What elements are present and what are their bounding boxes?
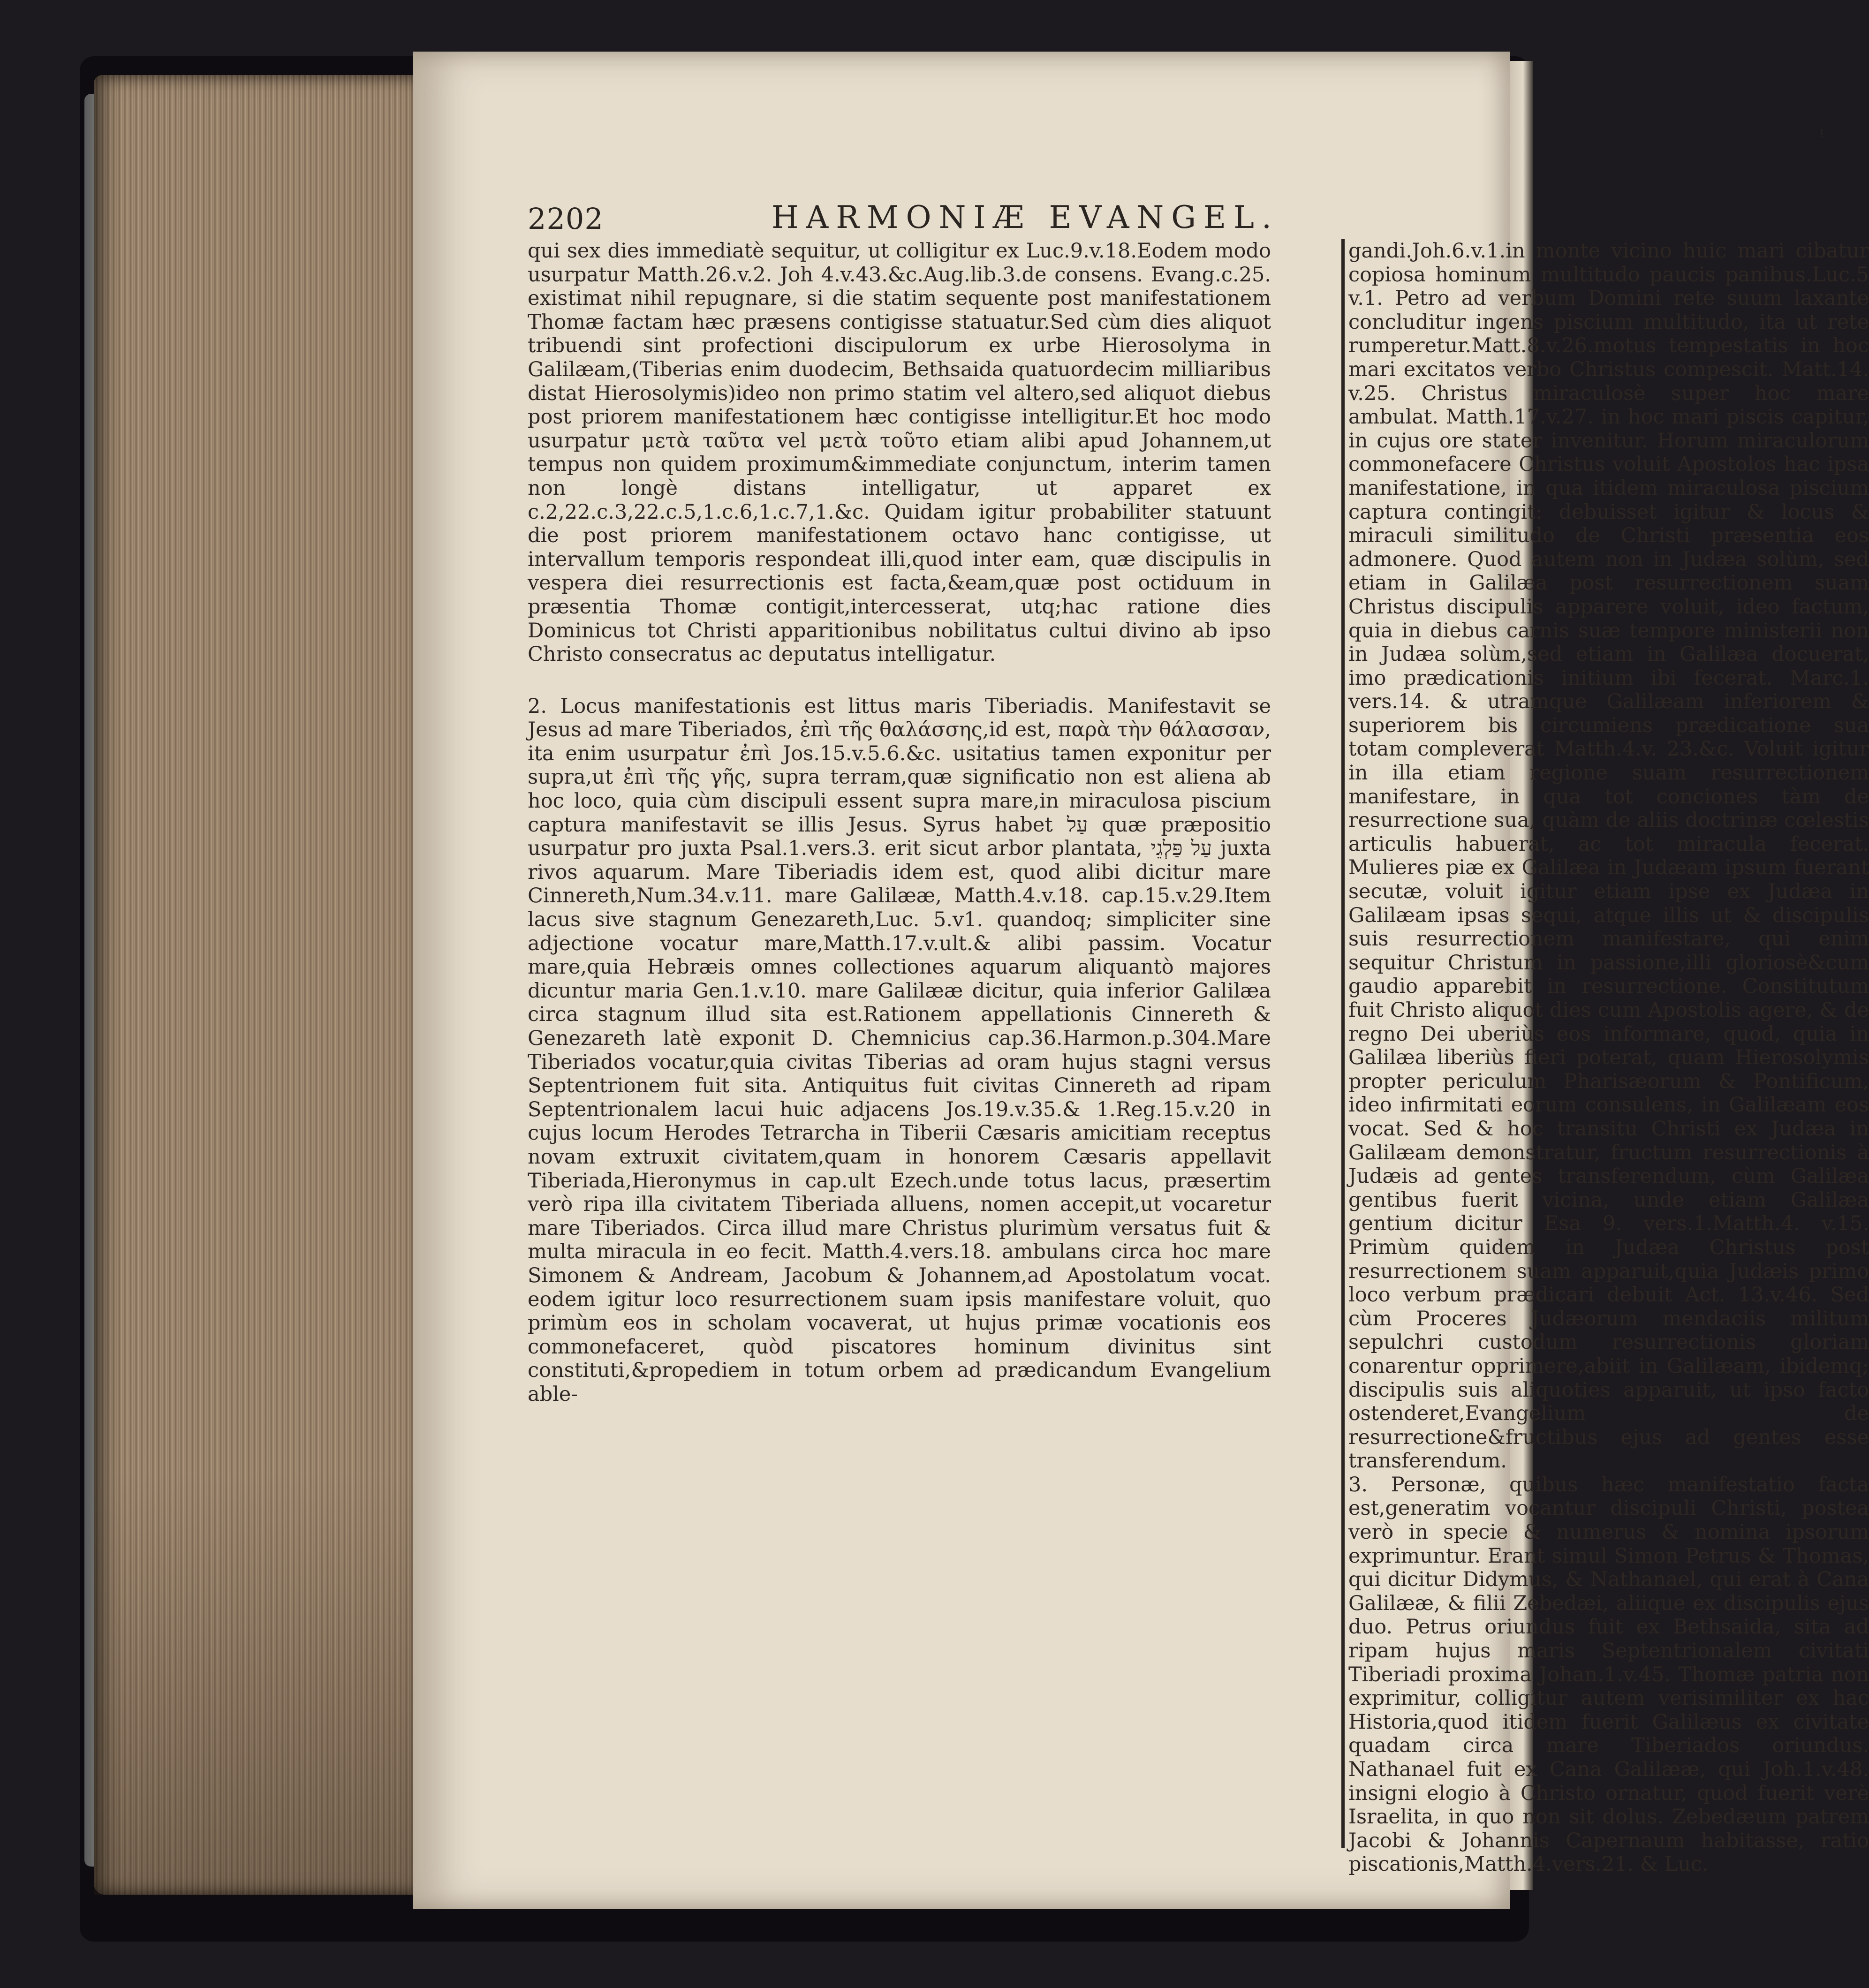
right-paragraph-1: gandi.Joh.6.v.1.in monte vicino huic mari cibatur copiosa hominum multitudo paucis panibus.Luc.5 v.1. Petro ad verbum Domini rete suum laxante concluditur ingens piscium multitudo, ita ut rete rumperetur.Matt.8.v.26.motus tempestatis in hoc mari excitatos verbo Christus compescit. Matt.14. v.25. Christus miraculosè super hoc mare ambulat. Matth.17.v.27. in hoc mari piscis capitur, in cujus ore stater invenitur. Horum miraculorum commonefacere Christus voluit Apostolos hac ipsa manifestatione, in qua itidem miraculosa piscium captura contingit: debuisset igitur & locus & miraculi similitudo de Christi præsentia eos admonere. Quod autem non in Judæa solùm, sed etiam in Galilæa post resurrectionem suam Christus discipulis apparere voluit, ideo factum, quia in diebus carnis suæ tempore ministerii non in Judæa solùm,sed etiam in Galilæa docuerat, imo prædicationis initium ibi fecerat. Marc.1. vers.14. & utramque Galilæam inferiorem & superiorem bis circumiens prædicatione sua totam compleverat Matth.4.v. 23.&c. Voluit igitur in illa etiam regione suam resurrectionem manifestare, in qua tot conciones tàm de resurrectione sua, quàm de aliis doctrinæ cœlestis articulis habuerat, ac tot miracula fecerat. Mulieres piæ ex Galilæa in Judæam ipsum fuerant secutæ, voluit igitur etiam ipse ex Judæa in Galilæam ipsas sequi, atque illis ut & discipulis suis resurrectionem manifestare, qui enim sequitur Christum in passione,illi gloriosè&cum gaudio apparebit in resurrectione. Constitutum fuit Christo aliquot dies cum Apostolis agere, & de regno Dei uberiùs eos informare, quod, quia in Galilæa liberiùs fieri poterat, quam Hierosolymis propter periculum Pharisæorum & Pontificum, ideo infirmitati eorum consulens, in Galilæam eos vocat. Sed & hoc transitu Christi ex Judæa in Galilæam demonstratur, fructum resurrectionis à Judæis ad gentes transferendum, cùm Galilæa gentibus fuerit vicina, unde etiam Galilæa gentium dicitur Esa 9. vers.1.Matth.4. v.15. Primùm quidem in Judæa Christus post resurrectionem suam apparuit,quia Judæis primo loco verbum prædicari debuit Act. 13.v.46. Sed cùm Proceres Judæorum mendaciis militum sepulchri custodum resurrectionis gloriam conarentur opprimere,abiit in Galilæam, ibidemq; discipulis suis aliquoties apparuit, ut ipso facto ostenderet,Evangelium de resurrectione&fructibus ejus ad gentes esse transferendum. xyxy=(1348,239,1869,1473)
page-number: 2202 xyxy=(528,202,604,236)
book-page xyxy=(413,52,1869,1909)
right-column xyxy=(1348,239,1869,1876)
page-block-edge xyxy=(94,75,422,1895)
left-paragraph-2: 2. Locus manifestationis est littus maris Tiberiadis. Manifestavit se Jesus ad mare Tiberiados, ἐπὶ τῆς θαλάσσης,id est, παρὰ τὴν θάλασσαν, ita enim usurpatur ἐπὶ Jos.15.v.5.6.&c. usitatius tamen exponitur per supra,ut ἐπὶ τῆς γῆς, supra terram,quæ significatio non est aliena ab hoc loco, quia cùm discipuli essent supra mare,in miraculosa piscium captura manifestavit se illis Jesus. Syrus habet עַל quæ præpositio usurpatur pro juxta Psal.1.vers.3. erit sicut arbor plantata, עַל פַּלְגֵי juxta rivos aquarum. Mare Tiberiadis idem est, quod alibi dicitur mare Cinnereth,Num.34.v.11. mare Galilææ, Matth.4.v.18. cap.15.v.29.Item lacus sive stagnum Genezareth,Luc. 5.v1. quandoq; simpliciter sine adjectione vocatur mare,Matth.17.v.ult.& alibi passim. Vocatur mare,quia Hebræis omnes collectiones aquarum aliquantò majores dicuntur maria Gen.1.v.10. mare Galilææ dicitur, quia inferior Galilæa circa stagnum illud sita est.Rationem appellationis Cinnereth & Genezareth latè exponit D. Chemnicius cap.36.Harmon.p.304.Mare Tiberiados vocatur,quia civitas Tiberias ad oram hujus stagni versus Septentrionem fuit sita. Antiquitus fuit civitas Cinnereth ad ripam Septentrionalem lacui huic adjacens Jos.19.v.35.& 1.Reg.15.v.20 in cujus locum Herodes Tetrarcha in Tiberii Cæsaris amicitiam receptus novam extruxit civitatem,quam in honorem Cæsaris appellavit Tiberiada,Hieronymus in cap.ult Ezech.unde totus lacus, præsertim verò ripa illa civitatem Tiberiada alluens, nomen accepit,ut vocaretur mare Tiberiados. Circa illud mare Christus plurimùm versatus fuit & multa miracula in eo fecit. Matth.4.vers.18. ambulans circa hoc mare Simonem & Andream, Jacobum & Johannem,ad Apostolatum vocat. eodem igitur loco resurrectionem suam ipsis manifestare voluit, quo primùm eos in scholam vocaverat, ut hujus primæ vocationis eos commonefaceret, quòd piscatores hominum divinitus sint constituti,&propediem in totum orbem ad prædicandum Evangelium able- xyxy=(528,694,1271,1406)
page-block-shading xyxy=(94,1473,422,1895)
left-paragraph-1: qui sex dies immediatè sequitur, ut colligitur ex Luc.9.v.18.Eodem modo usurpatur Matth.26.v.2. Joh 4.v.43.&c.Aug.lib.3.de consens. Evang.c.25. existimat nihil repugnare, si die statim sequente post manifestationem Thomæ factam hæc præsens contigisse statuatur.Sed cùm dies aliquot tribuendi sint profectioni discipulorum ex urbe Hierosolyma in Galilæam,(Tiberias enim duodecim, Bethsaida quatuordecim milliaribus distat Hierosolymis)ideo non primo statim vel altero,sed aliquot diebus post priorem manifestationem hæc contigisse intelligitur.Et hoc modo usurpatur μετὰ ταῦτα vel μετὰ τοῦτο etiam alibi apud Johannem,ut tempus non quidem proximum&immediate conjunctum, interim tamen non longè distans intelligatur, ut apparet ex c.2,22.c.3,22.c.5,1.c.6,1.c.7,1.&c. Quidam igitur probabiliter statuunt die post priorem manifestationem octavo hanc contigisse, ut intervallum temporis respondeat illi,quod inter eam, quæ discipulis in vespera diei resurrectionis est facta,&eam,quæ post octiduum in præsentia Thomæ contigit,intercesserat, utq;hac ratione dies Dominicus tot Christi apparitionibus nobilitatus cultui divino ab ipso Christo consecratus ac deputatus intelligatur. xyxy=(528,239,1271,666)
column-divider xyxy=(1341,239,1345,1848)
page-header xyxy=(413,145,1510,236)
marginal-mark: ᵎ xyxy=(1820,124,1823,146)
running-title: HARMONIÆ EVANGEL. xyxy=(772,199,1279,235)
left-column xyxy=(528,239,1271,1406)
right-paragraph-2: 3. Personæ, quibus hæc manifestatio facta est,generatim vocantur discipuli Christi, postea verò in specie & numerus & nomina ipsorum exprimuntur. Erant simul Simon Petrus & Thomas, qui dicitur Didymus, & Nathanael, qui erat à Cana Galilææ, & filii Zebedæi, aliique ex discipulis ejus duo. Petrus oriundus fuit ex Bethsaida, sita ad ripam hujus maris Septentrionalem civitati Tiberiadi proxima Johan.1.v.45. Thomæ patria non exprimitur, colligitur autem verisimiliter ex hac Historia,quod itidem fuerit Galilæus ex civitate quadam circa mare Tiberiados oriundus. Nathanael fuit ex Cana Galilææ, qui Joh.1.v.48. insigni elogio à Christo ornatur, quod fuerit verè Israelita, in quo non sit dolus. Zebedæum patrem Jacobi & Johannis Capernaum habitasse, ratio piscationis,Matth.4.vers.21. & Luc. xyxy=(1348,1473,1869,1876)
